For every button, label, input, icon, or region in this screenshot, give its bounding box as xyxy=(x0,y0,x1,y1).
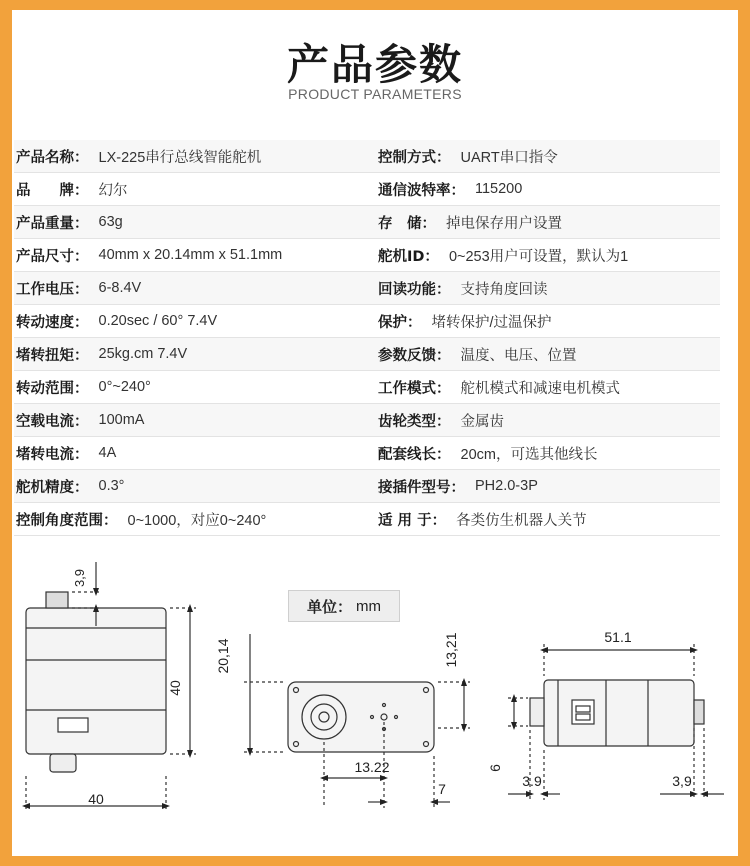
spec-label: 参数反馈： xyxy=(378,347,451,364)
spec-label: 产品重量： xyxy=(16,215,89,232)
top-view xyxy=(244,634,470,808)
servo-top-body xyxy=(288,682,434,752)
spec-label: 接插件型号： xyxy=(378,479,465,496)
spec-label: 通信波特率： xyxy=(378,182,465,199)
spec-value: 0.20sec / 60° 7.4V xyxy=(98,313,218,329)
bottom-shaft xyxy=(50,754,76,772)
dim-side-left: 3.9 xyxy=(522,773,542,789)
spec-value: 幻尔 xyxy=(98,182,128,199)
spec-value: 0~253用户可设置，默认为1 xyxy=(448,248,629,265)
dim-top-end: 7 xyxy=(438,781,446,797)
unit-label xyxy=(288,590,400,622)
dim-front-top: 3,9 xyxy=(72,568,87,588)
spec-value: 25kg.cm 7.4V xyxy=(98,346,188,362)
spec-value: 4A xyxy=(98,445,117,461)
spec-value: 0~1000，对应0~240° xyxy=(127,512,267,529)
spec-value: 100mA xyxy=(98,412,145,428)
spec-value: 舵机模式和减速电机模式 xyxy=(460,380,620,397)
spec-label: 控制方式： xyxy=(378,149,451,166)
shaft-stub xyxy=(530,698,544,726)
spec-label: 适 用 于： xyxy=(378,512,447,529)
spec-value: UART串口指令 xyxy=(460,149,558,166)
spec-label: 工作电压： xyxy=(16,281,89,298)
dim-top-depth: 20,14 xyxy=(215,638,231,674)
spec-value: 63g xyxy=(98,214,123,230)
spec-label: 堵转电流： xyxy=(16,446,89,463)
page-subtitle: PRODUCT PARAMETERS xyxy=(288,86,462,102)
dim-top-shaft: 13.22 xyxy=(354,759,390,775)
spec-label: 舵机精度： xyxy=(16,479,89,496)
unit-value: mm xyxy=(356,597,381,615)
dim-side-length: 51.1 xyxy=(604,629,632,645)
spec-value: PH2.0-3P xyxy=(475,478,538,494)
spec-label: 回读功能： xyxy=(378,281,451,298)
spec-label: 转动速度： xyxy=(16,314,89,331)
page-title: 产品参数 xyxy=(286,40,463,89)
spec-value: 各类仿生机器人关节 xyxy=(456,512,587,529)
servo-side-body xyxy=(544,680,694,746)
spec-label: 存 储： xyxy=(378,215,436,232)
spec-value: 温度、电压、位置 xyxy=(460,347,577,364)
output-gear xyxy=(694,700,704,724)
spec-label: 品 牌： xyxy=(16,182,89,199)
spec-label: 堵转扭矩： xyxy=(16,347,89,364)
servo-front-body xyxy=(26,608,166,754)
spec-value: 支持角度回读 xyxy=(460,281,548,298)
spec-value: 40mm x 20.14mm x 51.1mm xyxy=(98,247,283,263)
spec-value: 0.3° xyxy=(98,478,125,494)
dim-front-height: 40 xyxy=(167,680,183,696)
spec-value: 金属齿 xyxy=(460,413,504,430)
spec-label: 产品尺寸： xyxy=(16,248,89,265)
dim-side-six: 6 xyxy=(487,764,503,772)
output-gear xyxy=(46,592,68,608)
spec-value: LX-225串行总线智能舵机 xyxy=(98,149,262,166)
spec-label: 控制角度范围： xyxy=(16,512,118,529)
spec-value: 115200 xyxy=(475,181,523,197)
spec-label: 舵机ID： xyxy=(378,248,439,265)
spec-value: 掉电保存用户设置 xyxy=(446,215,562,232)
spec-label: 配套线长： xyxy=(378,446,451,463)
dim-top-height: 13,21 xyxy=(443,632,459,668)
spec-label: 空载电流： xyxy=(16,413,89,430)
spec-label: 产品名称： xyxy=(16,149,89,166)
spec-value: 0°~240° xyxy=(98,379,151,395)
unit-caption: 单位： xyxy=(306,597,352,616)
spec-label: 保护： xyxy=(378,314,422,331)
spec-value: 20cm，可选其他线长 xyxy=(460,446,598,463)
spec-label: 工作模式： xyxy=(378,380,451,397)
dim-front-width: 40 xyxy=(88,791,104,807)
dim-side-right: 3,9 xyxy=(672,773,692,789)
spec-value: 6-8.4V xyxy=(98,280,142,296)
spec-value: 堵转保护/过温保护 xyxy=(431,314,552,331)
spec-label: 转动范围： xyxy=(16,380,89,397)
spec-label: 齿轮类型： xyxy=(378,413,451,430)
cable-port xyxy=(58,718,88,732)
